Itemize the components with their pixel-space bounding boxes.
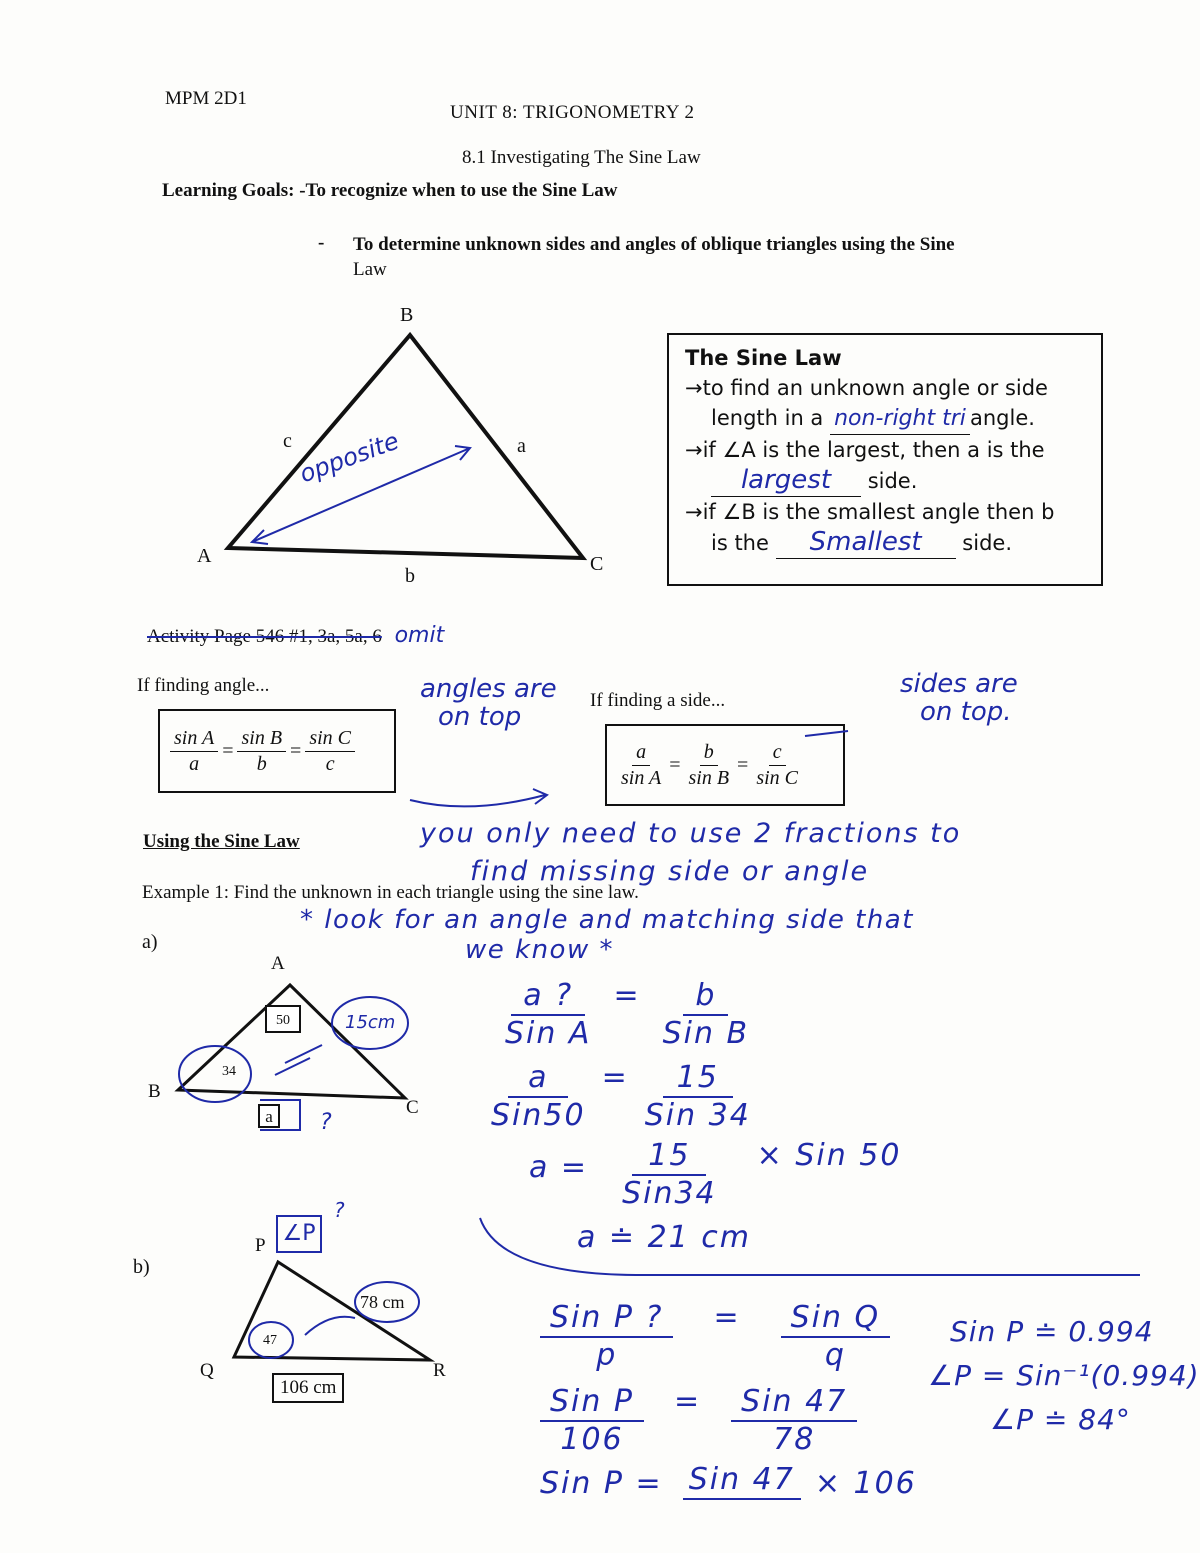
finding-side-label: If finding a side...	[590, 690, 726, 711]
triangle-b-vertex-q: Q	[200, 1360, 214, 1381]
side-pr-value: 78 cm	[360, 1292, 405, 1312]
example-b-work	[540, 1300, 917, 1502]
side-work-line-3: ∠P ≐ 84°	[990, 1403, 1131, 1436]
angle-to-side-link	[305, 1317, 355, 1335]
side-a-question: ?	[320, 1110, 332, 1135]
sine-law-title: The Sine Law	[685, 346, 842, 370]
goal-1: -To recognize when to use the Sine Law	[299, 180, 618, 201]
angle-num-b: sin B	[237, 727, 286, 752]
sides-note-line-1: sides are	[900, 669, 1018, 699]
look-for-line-2: we know *	[465, 935, 614, 965]
line-2-pre: length in a	[711, 406, 824, 430]
work-b-l2-rnum: Sin 47	[731, 1384, 857, 1422]
work-b-l3-num: Sin 47	[683, 1462, 801, 1500]
angle-a-value: 50	[265, 1005, 301, 1033]
work-a-l2-den: Sin50	[491, 1098, 586, 1133]
vertex-b-label: B	[400, 304, 414, 326]
side-den-b: sin B	[688, 766, 730, 789]
two-fractions-line-1: you only need to use 2 fractions to	[420, 818, 962, 849]
goal-2-line-1: To determine unknown sides and angles of oblique triangles using the Sine	[353, 234, 955, 255]
angle-p-question: ?	[334, 1198, 345, 1222]
side-work-line-2: ∠P = Sin⁻¹(0.994)	[928, 1359, 1200, 1392]
work-b-l1-rnum: Sin Q	[781, 1300, 891, 1338]
course-code: MPM 2D1	[165, 88, 247, 109]
two-fractions-line-2: find missing side or angle	[470, 856, 870, 887]
side-a-value: a	[258, 1104, 280, 1128]
work-a-l2-eq: =	[601, 1060, 629, 1095]
side-eq-1: =	[669, 753, 681, 776]
angle-den-c: c	[325, 752, 335, 775]
work-b-l1-num: Sin P ?	[540, 1300, 673, 1338]
line-6-pre: is the	[711, 531, 769, 555]
sine-law-line-3: →if ∠A is the largest, then a is the	[685, 438, 1045, 462]
sine-law-line-5: →if ∠B is the smallest angle then b	[685, 500, 1055, 524]
lesson-title: 8.1 Investigating The Sine Law	[462, 147, 701, 168]
work-a-answer: a ≐ 21 cm	[577, 1220, 752, 1255]
look-for-line-1: * look for an angle and matching side that	[300, 905, 914, 935]
angle-b-value: 34	[222, 1064, 236, 1079]
example-a-label: a)	[142, 931, 158, 953]
work-b-l2-rden: 78	[773, 1422, 816, 1457]
work-a-l1-num: a ?	[511, 978, 585, 1016]
side-den-a: sin A	[621, 766, 662, 789]
work-a-l3-post: × Sin 50	[756, 1138, 902, 1173]
vertex-c-label: C	[590, 553, 604, 575]
line-4-post: side.	[867, 469, 918, 493]
line-4-fill: largest	[740, 465, 832, 495]
work-a-l3-den: Sin34	[622, 1176, 717, 1211]
angle-den-a: a	[189, 752, 200, 775]
work-a-l2-rden: Sin 34	[644, 1098, 751, 1133]
triangle-b-vertex-p: P	[255, 1235, 266, 1256]
side-num-c: c	[769, 741, 786, 766]
angle-p-unknown: ∠P	[276, 1215, 322, 1253]
angle-num-c: sin C	[305, 727, 355, 752]
work-a-l3-num: 15	[632, 1138, 706, 1176]
work-b-l2-eq: =	[674, 1384, 702, 1419]
activity-struck: Activity Page 546 #1, 3a, 5a, 6	[147, 626, 382, 647]
line-2-post: angle.	[970, 406, 1035, 430]
work-b-l1-den: p	[596, 1338, 618, 1373]
side-c-label: c	[283, 430, 292, 452]
angles-note-line-1: angles are	[420, 674, 557, 704]
line-6-fill: Smallest	[809, 527, 922, 557]
goal-bullet: -	[318, 232, 325, 253]
triangle-a-vertex-b: B	[148, 1081, 161, 1102]
angle-eq-1: =	[222, 739, 234, 762]
example-b-side-work	[928, 1310, 1200, 1442]
side-eq-2: =	[737, 753, 749, 776]
work-b-l2-den: 106	[560, 1422, 624, 1457]
angle-den-b: b	[256, 752, 267, 775]
sine-law-line-1: →to find an unknown angle or side	[685, 376, 1048, 400]
side-den-c: sin C	[756, 766, 799, 789]
side-c-value: 15cm	[345, 1012, 396, 1033]
side-qr-value: 106 cm	[272, 1373, 344, 1403]
triangle-a-vertex-c: C	[406, 1097, 419, 1118]
side-a-label: a	[517, 435, 526, 457]
example-1-prompt: Example 1: Find the unknown in each triangle using the sine law.	[142, 882, 639, 903]
angle-num-a: sin A	[170, 727, 218, 752]
side-b-label: b	[405, 565, 415, 587]
activity-omit: omit	[394, 623, 445, 648]
opposite-note: opposite	[296, 426, 403, 489]
work-a-l3-pre: a =	[529, 1150, 589, 1185]
work-a-l2-rnum: 15	[663, 1060, 733, 1098]
sides-note-line-2: on top.	[920, 697, 1012, 727]
work-b-l1-eq: =	[713, 1300, 741, 1335]
angle-eq-2: =	[290, 739, 302, 762]
side-num-a: a	[632, 741, 650, 766]
work-b-l1-rden: q	[824, 1338, 846, 1373]
work-a-l2-num: a	[508, 1060, 568, 1098]
line-6-post: side.	[962, 531, 1012, 555]
unit-title: UNIT 8: TRIGONOMETRY 2	[450, 102, 695, 123]
work-a-l1-rnum: b	[683, 978, 728, 1016]
work-a-l1-rden: Sin B	[662, 1016, 750, 1051]
work-a-l1-eq: =	[613, 978, 641, 1013]
learning-goals-label: Learning Goals:	[162, 180, 295, 201]
triangle-a-vertex-a: A	[271, 953, 285, 974]
line-2-fill: non-right tri	[834, 406, 966, 431]
work-b-l3-post: × 106	[814, 1466, 917, 1501]
goal-2-line-2: Law	[353, 259, 387, 280]
vertex-a-label: A	[197, 545, 212, 567]
work-b-line-3	[540, 1462, 917, 1502]
angle-q-value: 47	[263, 1333, 277, 1348]
work-b-l3-pre: Sin P =	[540, 1466, 663, 1501]
finding-angle-label: If finding angle...	[137, 675, 270, 696]
side-num-b: b	[700, 741, 718, 766]
work-b-l2-num: Sin P	[540, 1384, 644, 1422]
work-b-line-2	[540, 1384, 917, 1458]
using-heading: Using the Sine Law	[143, 831, 300, 852]
triangle-b-vertex-r: R	[433, 1360, 446, 1381]
angles-note-line-2: on top	[438, 702, 522, 732]
work-a-l1-den: Sin A	[505, 1016, 592, 1051]
work-b-line-1	[540, 1300, 917, 1374]
side-work-line-1: Sin P ≐ 0.994	[950, 1315, 1154, 1348]
example-b-label: b)	[133, 1256, 150, 1278]
